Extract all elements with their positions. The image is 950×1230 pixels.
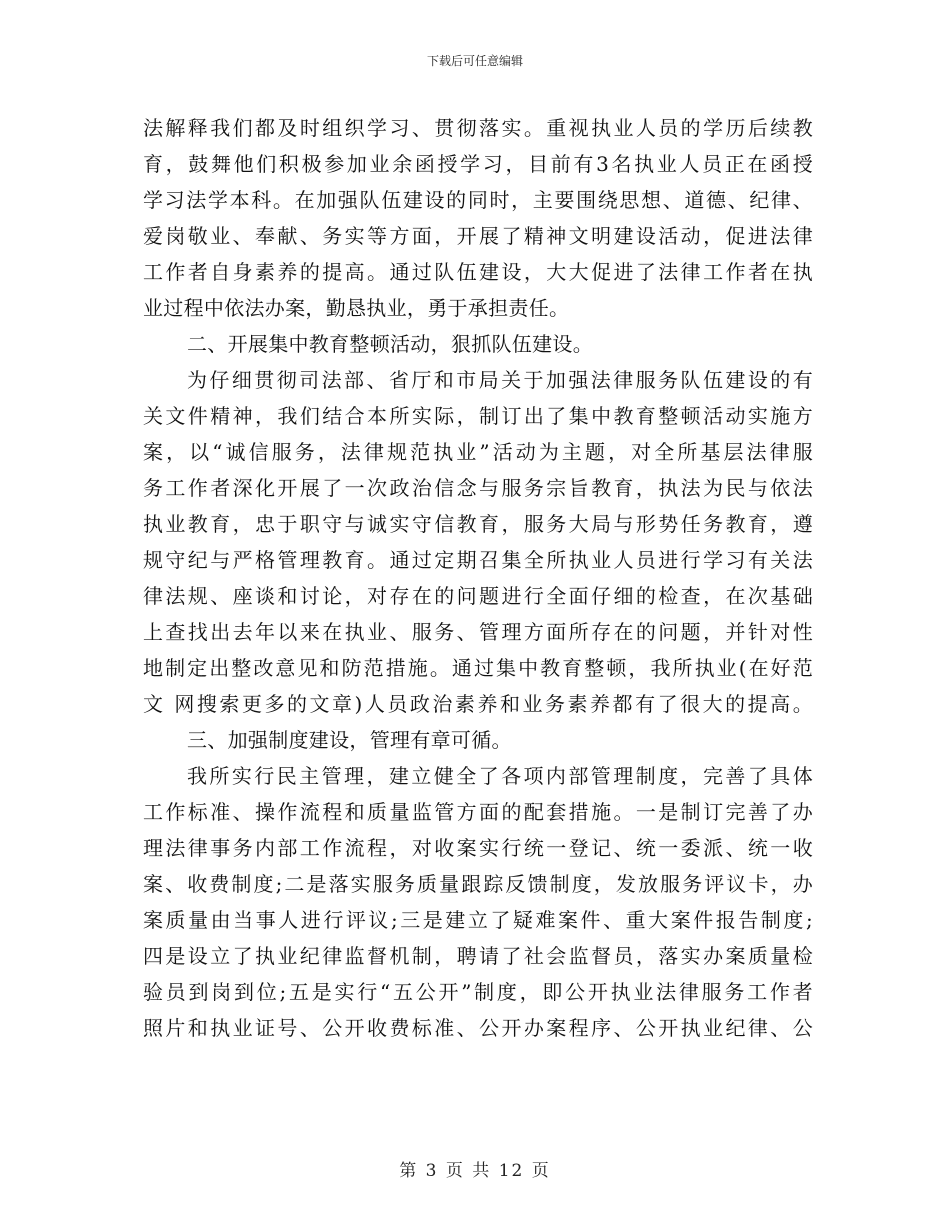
text-line: 关文件精神，我们结合本所实际，制订出了集中教育整顿活动实施方 (143, 404, 813, 428)
document-body (143, 110, 813, 1046)
text-line: 案质量由当事人进行评议;三是建立了疑难案件、重大案件报告制度; (143, 908, 813, 932)
text-line: 育，鼓舞他们积极参加业余函授学习，目前有3名执业人员正在函授 (143, 152, 813, 176)
text-line: 我所实行民主管理，建立健全了各项内部管理制度，完善了具体 (187, 764, 813, 788)
text-line: 三、加强制度建设，管理有章可循。 (187, 728, 512, 752)
text-line: 规守纪与严格管理教育。通过定期召集全所执业人员进行学习有关法 (143, 548, 813, 572)
text-line: 案、收费制度;二是落实服务质量跟踪反馈制度，发放服务评议卡，办 (143, 872, 813, 896)
text-line: 地制定出整改意见和防范措施。通过集中教育整顿，我所执业(在好范 (143, 656, 813, 680)
text-line: 为仔细贯彻司法部、省厅和市局关于加强法律服务队伍建设的有 (187, 368, 813, 392)
text-line: 业过程中依法办案，勤恳执业，勇于承担责任。 (143, 296, 570, 320)
text-line: 法解释我们都及时组织学习、贯彻落实。重视执业人员的学历后续教 (143, 116, 813, 140)
text-line: 二、开展集中教育整顿活动，狠抓队伍建设。 (187, 332, 593, 356)
text-line: 执业教育，忠于职守与诚实守信教育，服务大局与形势任务教育，遵 (143, 512, 813, 536)
page-number-footer: 第 3 页 共 12 页 (399, 1161, 551, 1181)
text-line: 上查找出去年以来在执业、服务、管理方面所存在的问题，并针对性 (143, 620, 813, 644)
text-line: 案，以“诚信服务，法律规范执业”活动为主题，对全所基层法律服 (143, 440, 813, 464)
page-header: 下载后可任意编辑 (426, 54, 523, 68)
text-line: 爱岗敬业、奉献、务实等方面，开展了精神文明建设活动，促进法律 (143, 224, 813, 248)
text-line: 学习法学本科。在加强队伍建设的同时，主要围绕思想、道德、纪律、 (143, 188, 813, 212)
text-line: 工作标准、操作流程和质量监管方面的配套措施。一是制订完善了办 (143, 800, 813, 824)
text-line: 务工作者深化开展了一次政治信念与服务宗旨教育，执法为民与依法 (143, 476, 813, 500)
text-line: 照片和执业证号、公开收费标准、公开办案程序、公开执业纪律、公 (143, 1016, 813, 1040)
text-line: 律法规、座谈和讨论，对存在的问题进行全面仔细的检查，在次基础 (143, 584, 813, 608)
text-line: 验员到岗到位;五是实行“五公开”制度，即公开执业法律服务工作者 (143, 980, 813, 1004)
text-line: 理法律事务内部工作流程，对收案实行统一登记、统一委派、统一收 (143, 836, 813, 860)
text-line: 文 网搜索更多的文章)人员政治素养和业务素养都有了很大的提高。 (143, 692, 813, 716)
text-line: 四是设立了执业纪律监督机制，聘请了社会监督员，落实办案质量检 (143, 944, 813, 968)
text-line: 工作者自身素养的提高。通过队伍建设，大大促进了法律工作者在执 (143, 260, 813, 284)
